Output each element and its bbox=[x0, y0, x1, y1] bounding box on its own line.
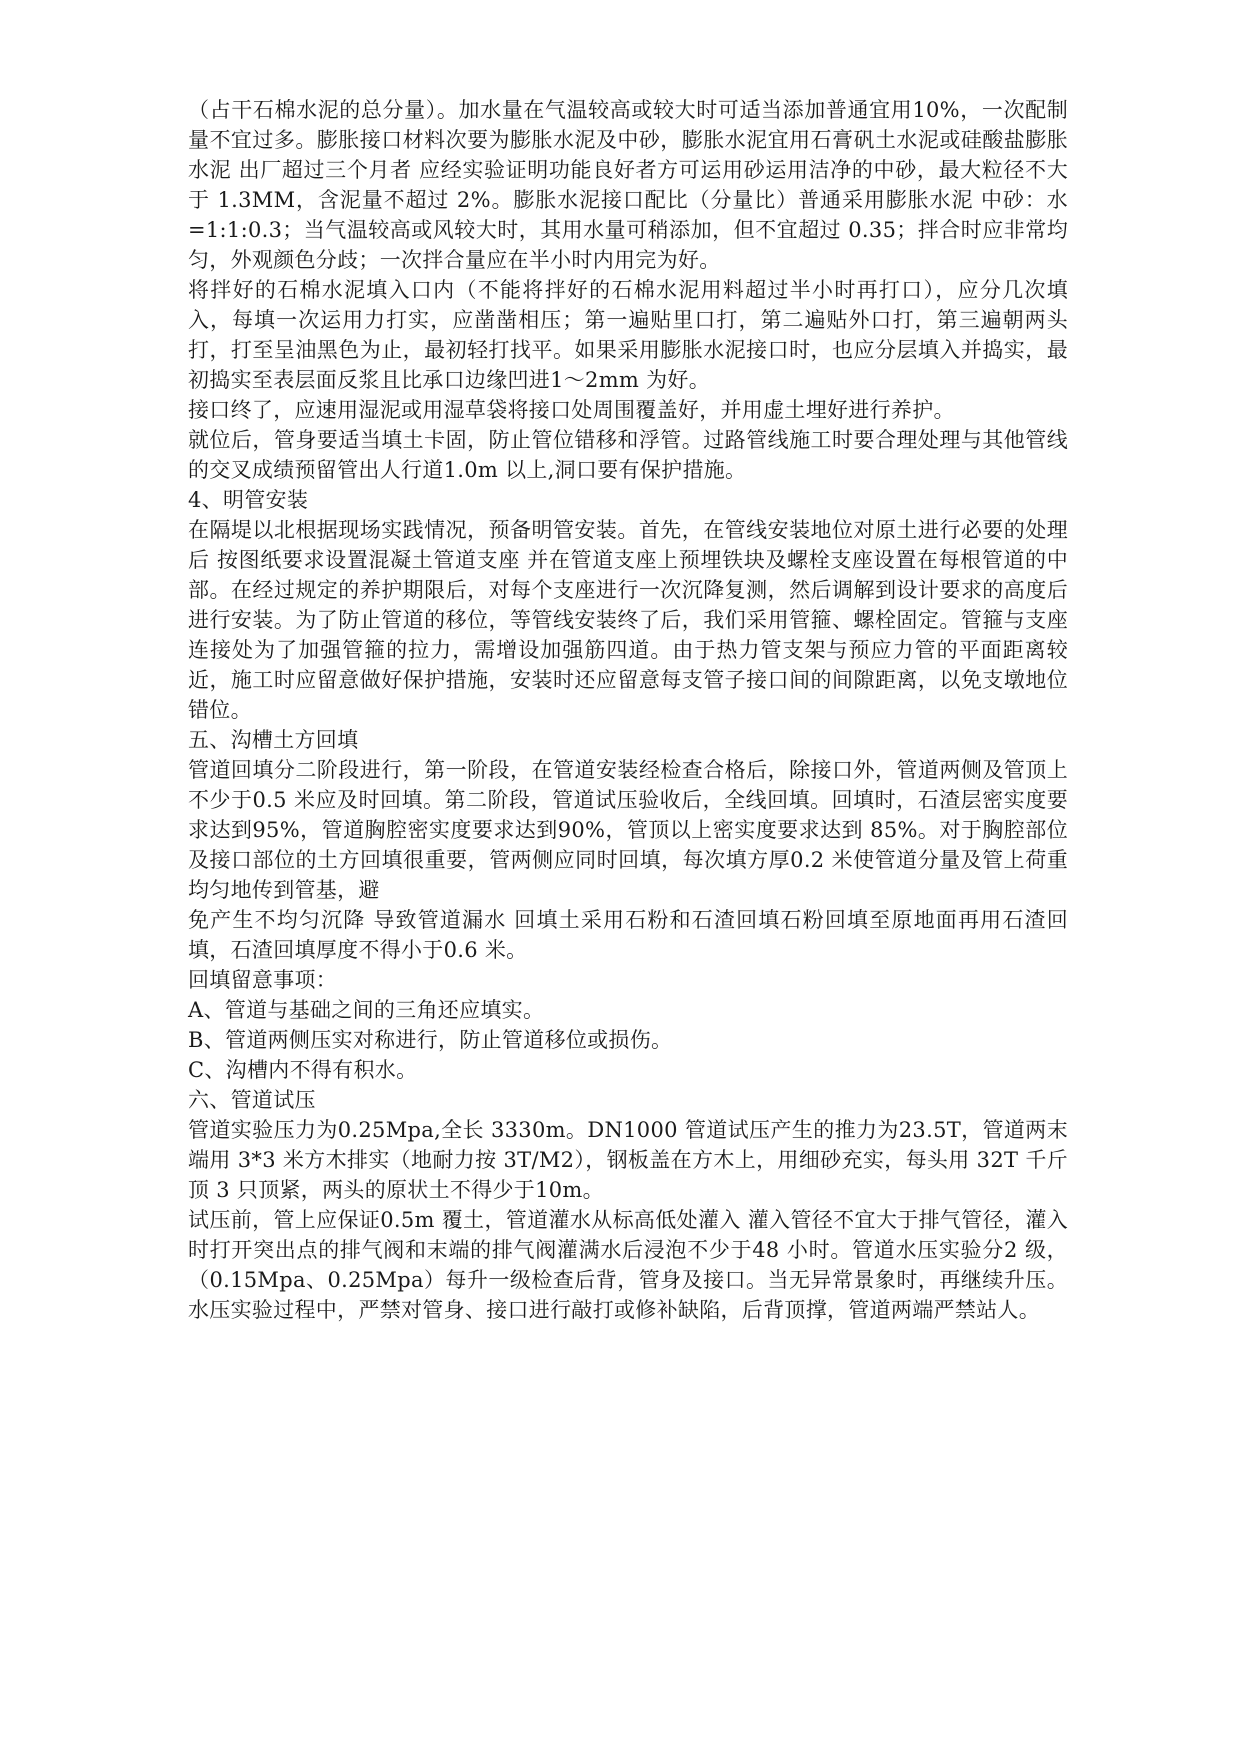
heading-backfill: 五、沟槽土方回填 bbox=[188, 728, 359, 752]
note-b: B、管道两侧压实对称进行，防止管道移位或损伤。 bbox=[188, 1028, 673, 1052]
paragraph-curing: 接口终了，应速用湿泥或用湿草袋将接口处周围覆盖好，并用虚土埋好进行养护。 bbox=[188, 398, 955, 422]
paragraph-positioning: 就位后，管身要适当填土卡固，防止管位错移和浮管。过路管线施工时要合理处理与其他管线的交叉成绩预留管出人行道1.0m 以上,洞口要有保护措施。 bbox=[188, 428, 1068, 482]
note-c: C、沟槽内不得有积水。 bbox=[188, 1058, 418, 1082]
note-a: A、管道与基础之间的三角还应填实。 bbox=[188, 998, 545, 1022]
heading-backfill-notes: 回填留意事项： bbox=[188, 968, 338, 992]
heading-exposed-pipe: 4、明管安装 bbox=[188, 488, 309, 512]
heading-pressure-test: 六、管道试压 bbox=[188, 1088, 316, 1112]
paragraph-backfill-cont: 免产生不均匀沉降 导致管道漏水 回填土采用石粉和石渣回填石粉回填至原地面再用石渣回填，石渣回填厚度不得小于0.6 米。 bbox=[188, 908, 1068, 962]
paragraph-exposed-pipe: 在隔堤以北根据现场实践情况，预备明管安装。首先，在管线安装地位对原土进行必要的处理后 按图纸要求设置混凝土管道支座 并在管道支座上预埋铁块及螺栓支座设置在每根管道的中部。在经过规定的养护期限后，对每个支座进行一次沉降复测，然后调解到设计要求的高度后进行安装。为了防止管道的移位，等管线安装终了后，我们采用管箍、螺栓固定。管箍与支座连接处为了加强管箍的拉力，需增设加强筋四道。由于热力管支架与预应力管的平面距离较近，施工时应留意做好保护措施，安装时还应留意每支管子接口间的间隙距离，以免支墩地位错位。 bbox=[188, 518, 1068, 722]
document-page bbox=[188, 95, 1068, 1325]
paragraph-mix-ratio: （占干石棉水泥的总分量）。加水量在气温较高或较大时可适当添加普通宜用10%，一次配制量不宜过多。膨胀接口材料次要为膨胀水泥及中砂，膨胀水泥宜用石膏矾土水泥或硅酸盐膨胀水泥 出厂超过三个月者 应经实验证明功能良好者方可运用砂运用洁净的中砂，最大粒径不大于 1.3MM，含泥量不超过 2%。膨胀水泥接口配比（分量比）普通采用膨胀水泥 中砂：水=1:1:0.3；当气温较高或风较大时，其用水量可稍添加，但不宜超过 0.35；拌合时应非常均匀，外观颜色分歧；一次拌合量应在半小时内用完为好。 bbox=[188, 98, 1068, 272]
paragraph-pressure-test: 管道实验压力为0.25Mpa,全长 3330m。DN1000 管道试压产生的推力为23.5T，管道两末端用 3*3 米方木排实（地耐力按 3T/M2），钢板盖在方木上，用细砂充实，每头用 32T 千斤顶 3 只顶紧，两头的原状土不得少于10m。 bbox=[188, 1118, 1068, 1202]
paragraph-filling: 将拌好的石棉水泥填入口内（不能将拌好的石棉水泥用料超过半小时再打口），应分几次填入，每填一次运用力打实，应凿凿相压；第一遍贴里口打，第二遍贴外口打，第三遍朝两头打，打至呈油黑色为止，最初轻打找平。如果采用膨胀水泥接口时，也应分层填入并捣实，最初捣实至表层面反浆且比承口边缘凹进1～2mm 为好。 bbox=[188, 278, 1068, 392]
paragraph-backfill: 管道回填分二阶段进行，第一阶段，在管道安装经检查合格后，除接口外，管道两侧及管顶上不少于0.5 米应及时回填。第二阶段，管道试压验收后，全线回填。回填时，石渣层密实度要求达到95%，管道胸腔密实度要求达到90%，管顶以上密实度要求达到 85%。对于胸腔部位及接口部位的土方回填很重要，管两侧应同时回填，每次填方厚0.2 米使管道分量及管上荷重均匀地传到管基，避 bbox=[188, 758, 1068, 902]
paragraph-pre-test: 试压前，管上应保证0.5m 覆土，管道灌水从标高低处灌入 灌入管径不宜大于排气管径，灌入时打开突出点的排气阀和末端的排气阀灌满水后浸泡不少于48 小时。管道水压实验分2 级，（0.15Mpa、0.25Mpa）每升一级检查后背，管身及接口。当无异常景象时，再继续升压。水压实验过程中，严禁对管身、接口进行敲打或修补缺陷，后背顶撑，管道两端严禁站人。 bbox=[188, 1208, 1068, 1322]
